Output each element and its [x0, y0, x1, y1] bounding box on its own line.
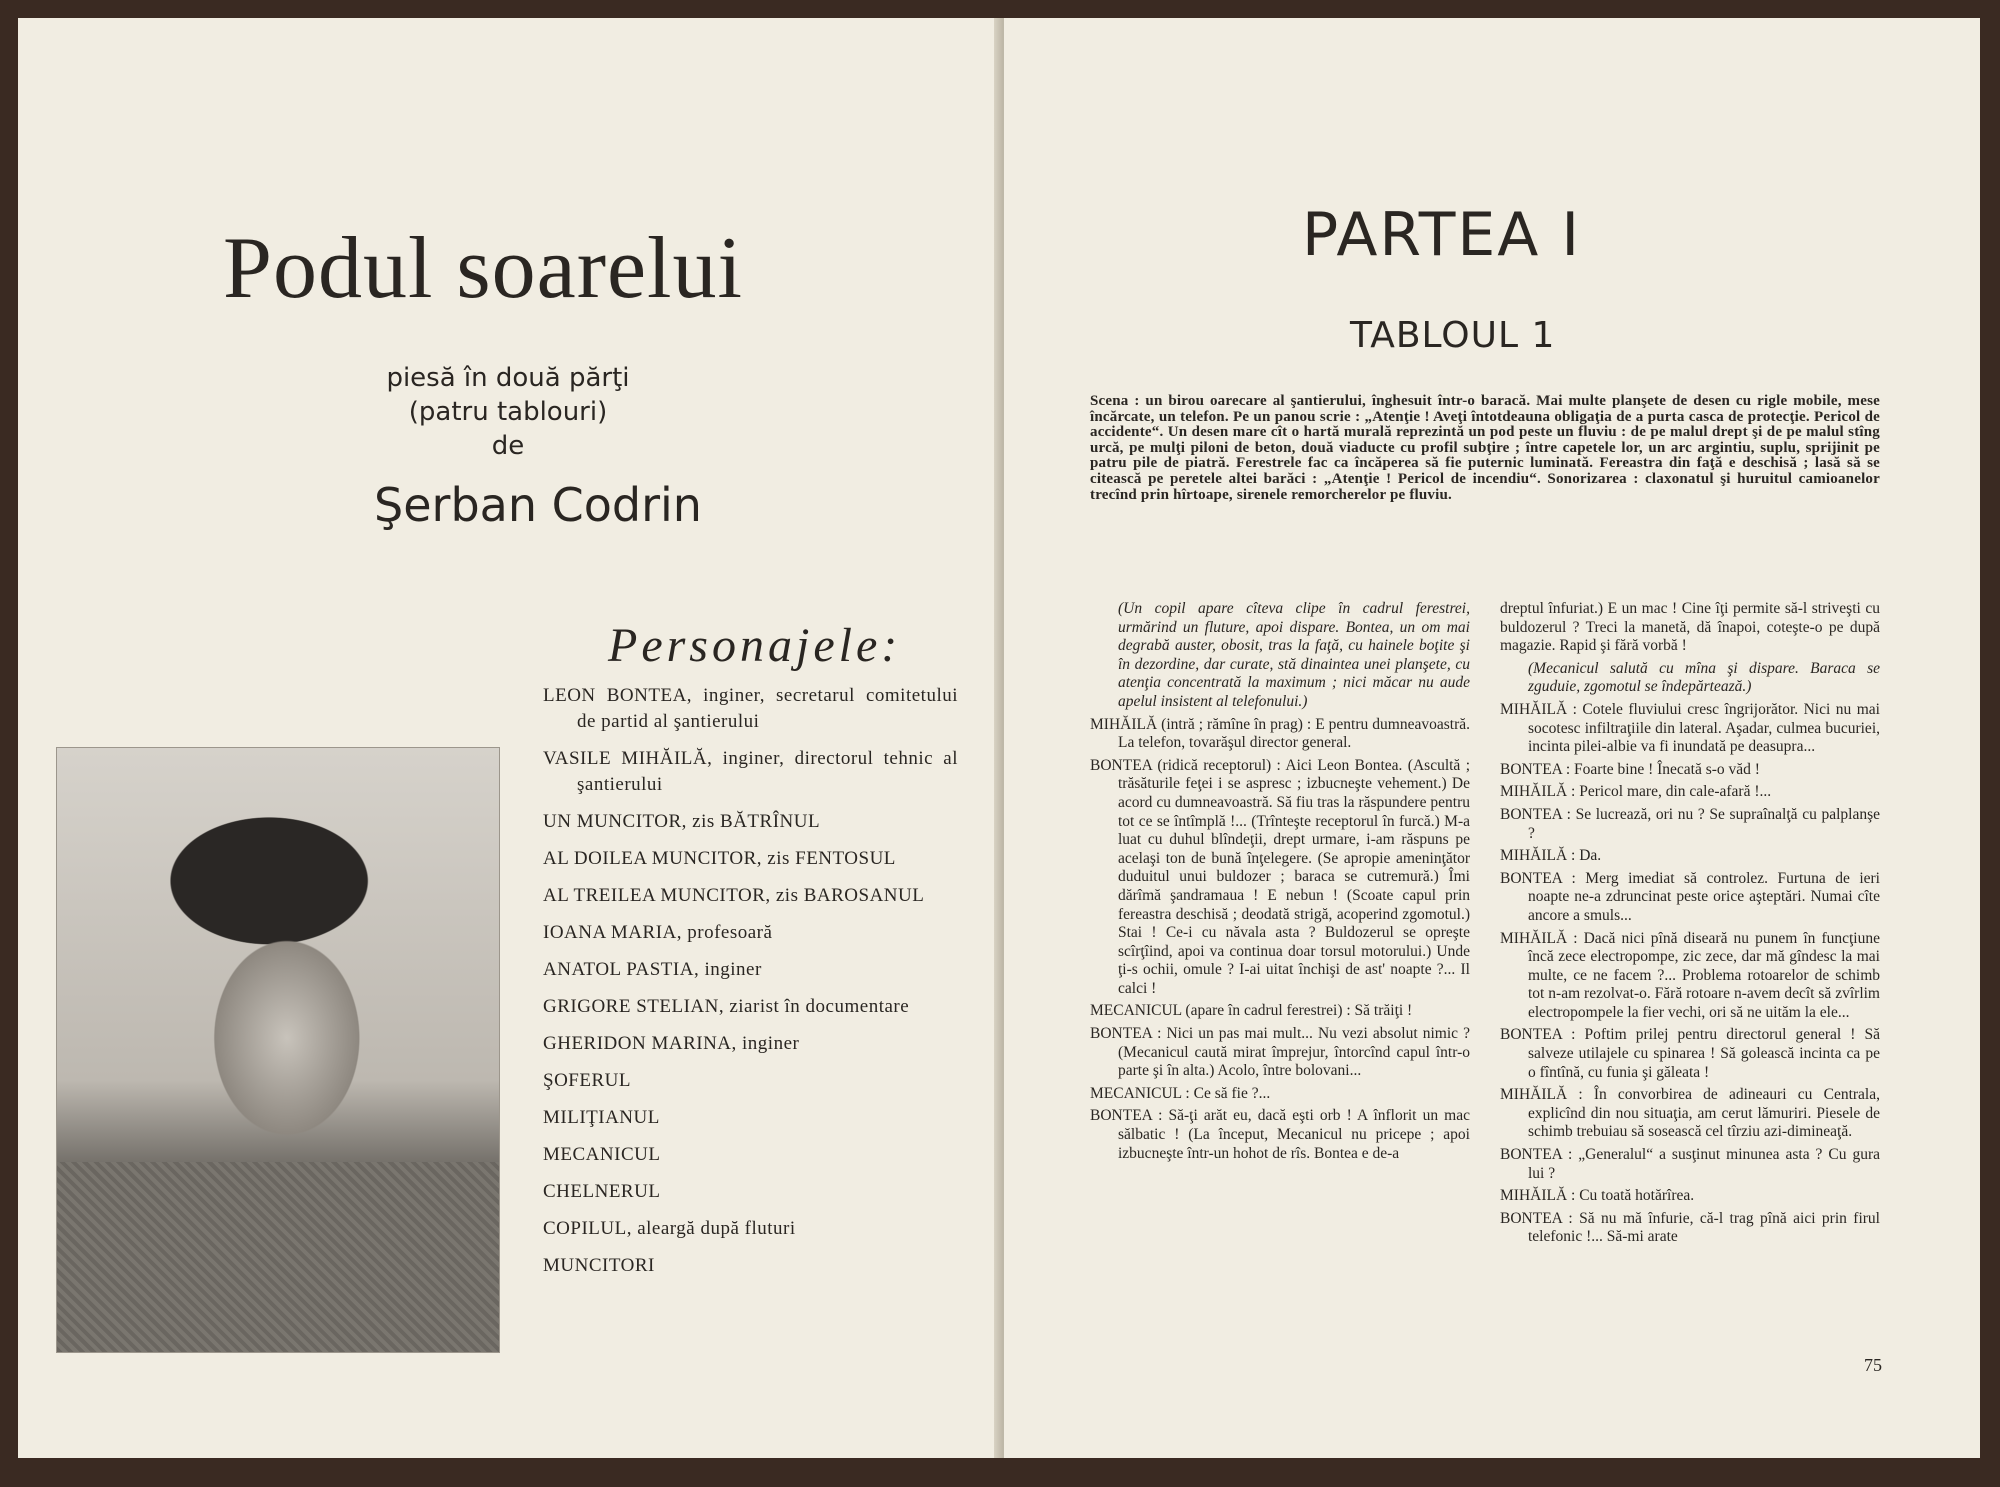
author-photo	[56, 747, 500, 1353]
cast-item: ŞOFERUL	[543, 1070, 631, 1091]
dialogue-line: MECANICUL : Ce să fie ?...	[1090, 1084, 1271, 1102]
cast-item: ANATOL PASTIA, inginer	[543, 959, 762, 980]
text-column-right	[1500, 600, 1880, 1251]
cast-item: VASILE MIHĂILĂ, inginer, directorul tehnic al şantierului	[543, 748, 958, 795]
cast-item: AL TREILEA MUNCITOR, zis BAROSANUL	[543, 885, 925, 906]
cast-item: MILIŢIANUL	[543, 1107, 660, 1128]
tableau-heading: TABLOUL 1	[1350, 315, 1556, 356]
cast-item: UN MUNCITOR, zis BĂTRÎNUL	[543, 811, 821, 832]
page-number: 75	[1864, 1355, 1882, 1375]
play-title: Podul soarelui	[223, 220, 743, 317]
cast-item: LEON BONTEA, inginer, secretarul comitetului de partid al şantierului	[543, 685, 958, 732]
stage-direction: (Un copil apare cîteva clipe în cadrul ferestrei, urmărind un fluture, apoi dispare. Bontea, un om mai degrabă auster, obosit, tras la faţă, cu hainele boţite şi în dezordine, dar curate, stă dinaintea unei planşete, cu atenţia concentrată la maximum ; nici măcar nu aude apelul insistent al telefonului.)	[1118, 600, 1470, 710]
cast-item: AL DOILEA MUNCITOR, zis FENTOSUL	[543, 848, 896, 869]
text-column-left	[1090, 600, 1470, 1167]
cast-item: MECANICUL	[543, 1144, 661, 1165]
cast-item: COPILUL, aleargă după fluturi	[543, 1218, 796, 1239]
subtitle-line: (patru tablouri)	[408, 397, 608, 427]
dialogue-line: BONTEA (ridică receptorul) : Aici Leon Bontea. (Ascultă ; trăsăturile feţei i se aspresc ; izbucneşte vehement.) De acord cu dumneavoastră. Să fiu tras la răspundere pentru tot ce se întîmplă !... (Trînteşte receptorul în furcă.) M-a luat cu duhul blîndeţii, drept urmare, i-am răspuns pe acelaşi ton de bună înţelegere. (Se apropie ameninţător duduitul unui buldozer ; baraca se cutremură.) Îmi dărîmă şandramaua ! E nebun ! (Scoate capul prin fereastra deschisă ; deodată strigă, acoperind zgomotul.) Stai ! Ce-i cu năvala asta ? Buldozerul se opreşte scîrţîind, apoi va continua doar torsul motorului.) Unde ţi-s ochii, omule ? I-ai uitat închişi de ast' noapte ?... Il calci !	[1090, 756, 1470, 997]
cast-item: MUNCITORI	[543, 1255, 655, 1276]
subtitle-line: piesă în două părţi	[386, 363, 630, 393]
dialogue-line: dreptul înfuriat.) E un mac ! Cine îţi permite să-l striveşti cu buldozerul ? Treci la manetă, dă înapoi, coteşte-o pe după magazie. Rapid şi fără vorbă !	[1500, 600, 1880, 655]
stage-direction: (Mecanicul salută cu mîna şi dispare. Baraca se zguduie, zgomotul se îndepărtează.)	[1528, 659, 1880, 696]
dialogue-line: BONTEA : Merg imediat să controlez. Furtuna de ieri noapte ne-a zdruncinat peste orice aşteptări. Numai cîte ancore a smuls...	[1500, 869, 1880, 924]
author-name: Şerban Codrin	[374, 478, 702, 532]
cast-item: GRIGORE STELIAN, ziarist în documentare	[543, 996, 910, 1017]
dialogue-line: BONTEA : Poftim prilej pentru directorul general ! Să salveze utilajele cu spinarea ! Să golească incinta ca pe o fîntînă, cu funia şi găleata !	[1500, 1026, 1880, 1081]
dialogue-line: MIHĂILĂ : Da.	[1500, 847, 1602, 865]
dialogue-line: BONTEA : „Generalul“ a susţinut minunea asta ? Cu gura lui ?	[1500, 1146, 1880, 1182]
dialogue-line: BONTEA : Să nu mă înfurie, că-l trag pînă aici prin firul telefonic !... Să-mi arate	[1500, 1209, 1880, 1246]
dialogue-line: MIHĂILĂ : Dacă nici pînă diseară nu punem în funcţiune încă zece electropompe, zic zece, dar mă gîndesc la mai multe, ce ne facem ?... Problema rotoarelor de schimb tot n-am rezolvat-o. Fără rotoare n-avem decît să zvîrlim electropompele la fier vechi, ori să ne uităm la ele...	[1500, 929, 1880, 1021]
cast-list	[543, 683, 958, 1290]
dialogue-line: BONTEA : Se lucrează, ori nu ? Se supraînalţă cu palplanşe ?	[1500, 805, 1880, 842]
photo-sweater	[57, 1162, 499, 1352]
subtitle-line: de	[491, 431, 525, 461]
left-page	[18, 18, 1001, 1458]
scene-description: Scena : un birou oarecare al şantierului, înghesuit într-o baracă. Mai multe planşete de desen cu rigle mobile, mese încărcate, un telefon. Pe un panou scrie : „Atenţie ! Aveţi întotdeauna obligaţia de a purta casca de protecţie. Pericol de accidente“. Un desen mare cît o hartă murală reprezintă un pod peste un fluviu : de pe malul drept şi de pe malul stîng urcă, pe mulţi piloni de beton, două viaducte cu profil subţire ; între capetele lor, un arc argintiu, suplu, sprijinit pe patru pile de piatră. Ferestrele fac ca încăperea să fie puternic luminată. Fereastra din faţă e deschisă ; lasă să se citească pe peretele altei barăci : „Atenţie ! Pericol de incendiu“. Sonorizarea : claxonatul şi huruitul camioanelor trecînd prin hîrtoape, sirenele remorcherelor pe fluviu.	[1090, 393, 1880, 503]
dialogue-line: MIHĂILĂ : Cotele fluviului cresc îngrijorător. Nici nu mai socotesc infiltraţiile din lateral. Aşadar, culmea bucuriei, incinta pilei-albie va fi inundată pe deasupra...	[1500, 700, 1880, 756]
part-heading: PARTEA I	[1302, 200, 1582, 270]
dialogue-line: BONTEA : Foarte bine ! Înecată s-o văd !	[1500, 760, 1760, 778]
cast-item: CHELNERUL	[543, 1181, 661, 1202]
dialogue-line: MIHĂILĂ (intră ; rămîne în prag) : E pentru dumneavoastră. La telefon, tovarăşul director general.	[1090, 715, 1470, 752]
cast-item: IOANA MARIA, profesoară	[543, 922, 773, 943]
cast-heading: Personajele:	[608, 619, 902, 672]
cast-item: GHERIDON MARINA, inginer	[543, 1033, 800, 1054]
dialogue-line: BONTEA : Să-ţi arăt eu, dacă eşti orb ! A înflorit un mac sălbatic ! (La început, Mecanicul nu pricepe ; apoi izbucneşte într-un hohot de rîs. Bontea e de-a	[1090, 1107, 1470, 1162]
dialogue-line: MIHĂILĂ : Pericol mare, din cale-afară !...	[1500, 783, 1772, 801]
dialogue-line: MIHĂILĂ : În convorbirea de adineauri cu Centrala, explicînd din nou situaţia, am cerut lămuriri. Piesele de schimb trebuiau să sosească cel tîrziu azi-dimineaţă.	[1500, 1086, 1880, 1141]
dialogue-line: MIHĂILĂ : Cu toată hotărîrea.	[1500, 1187, 1695, 1205]
dialogue-line: MECANICUL (apare în cadrul ferestrei) : Să trăiţi !	[1090, 1002, 1413, 1020]
dialogue-line: BONTEA : Nici un pas mai mult... Nu vezi absolut nimic ? (Mecanicul caută mirat împrejur, întorcînd capul într-o parte şi în alta.) Acolo, între bolovani...	[1090, 1025, 1470, 1080]
